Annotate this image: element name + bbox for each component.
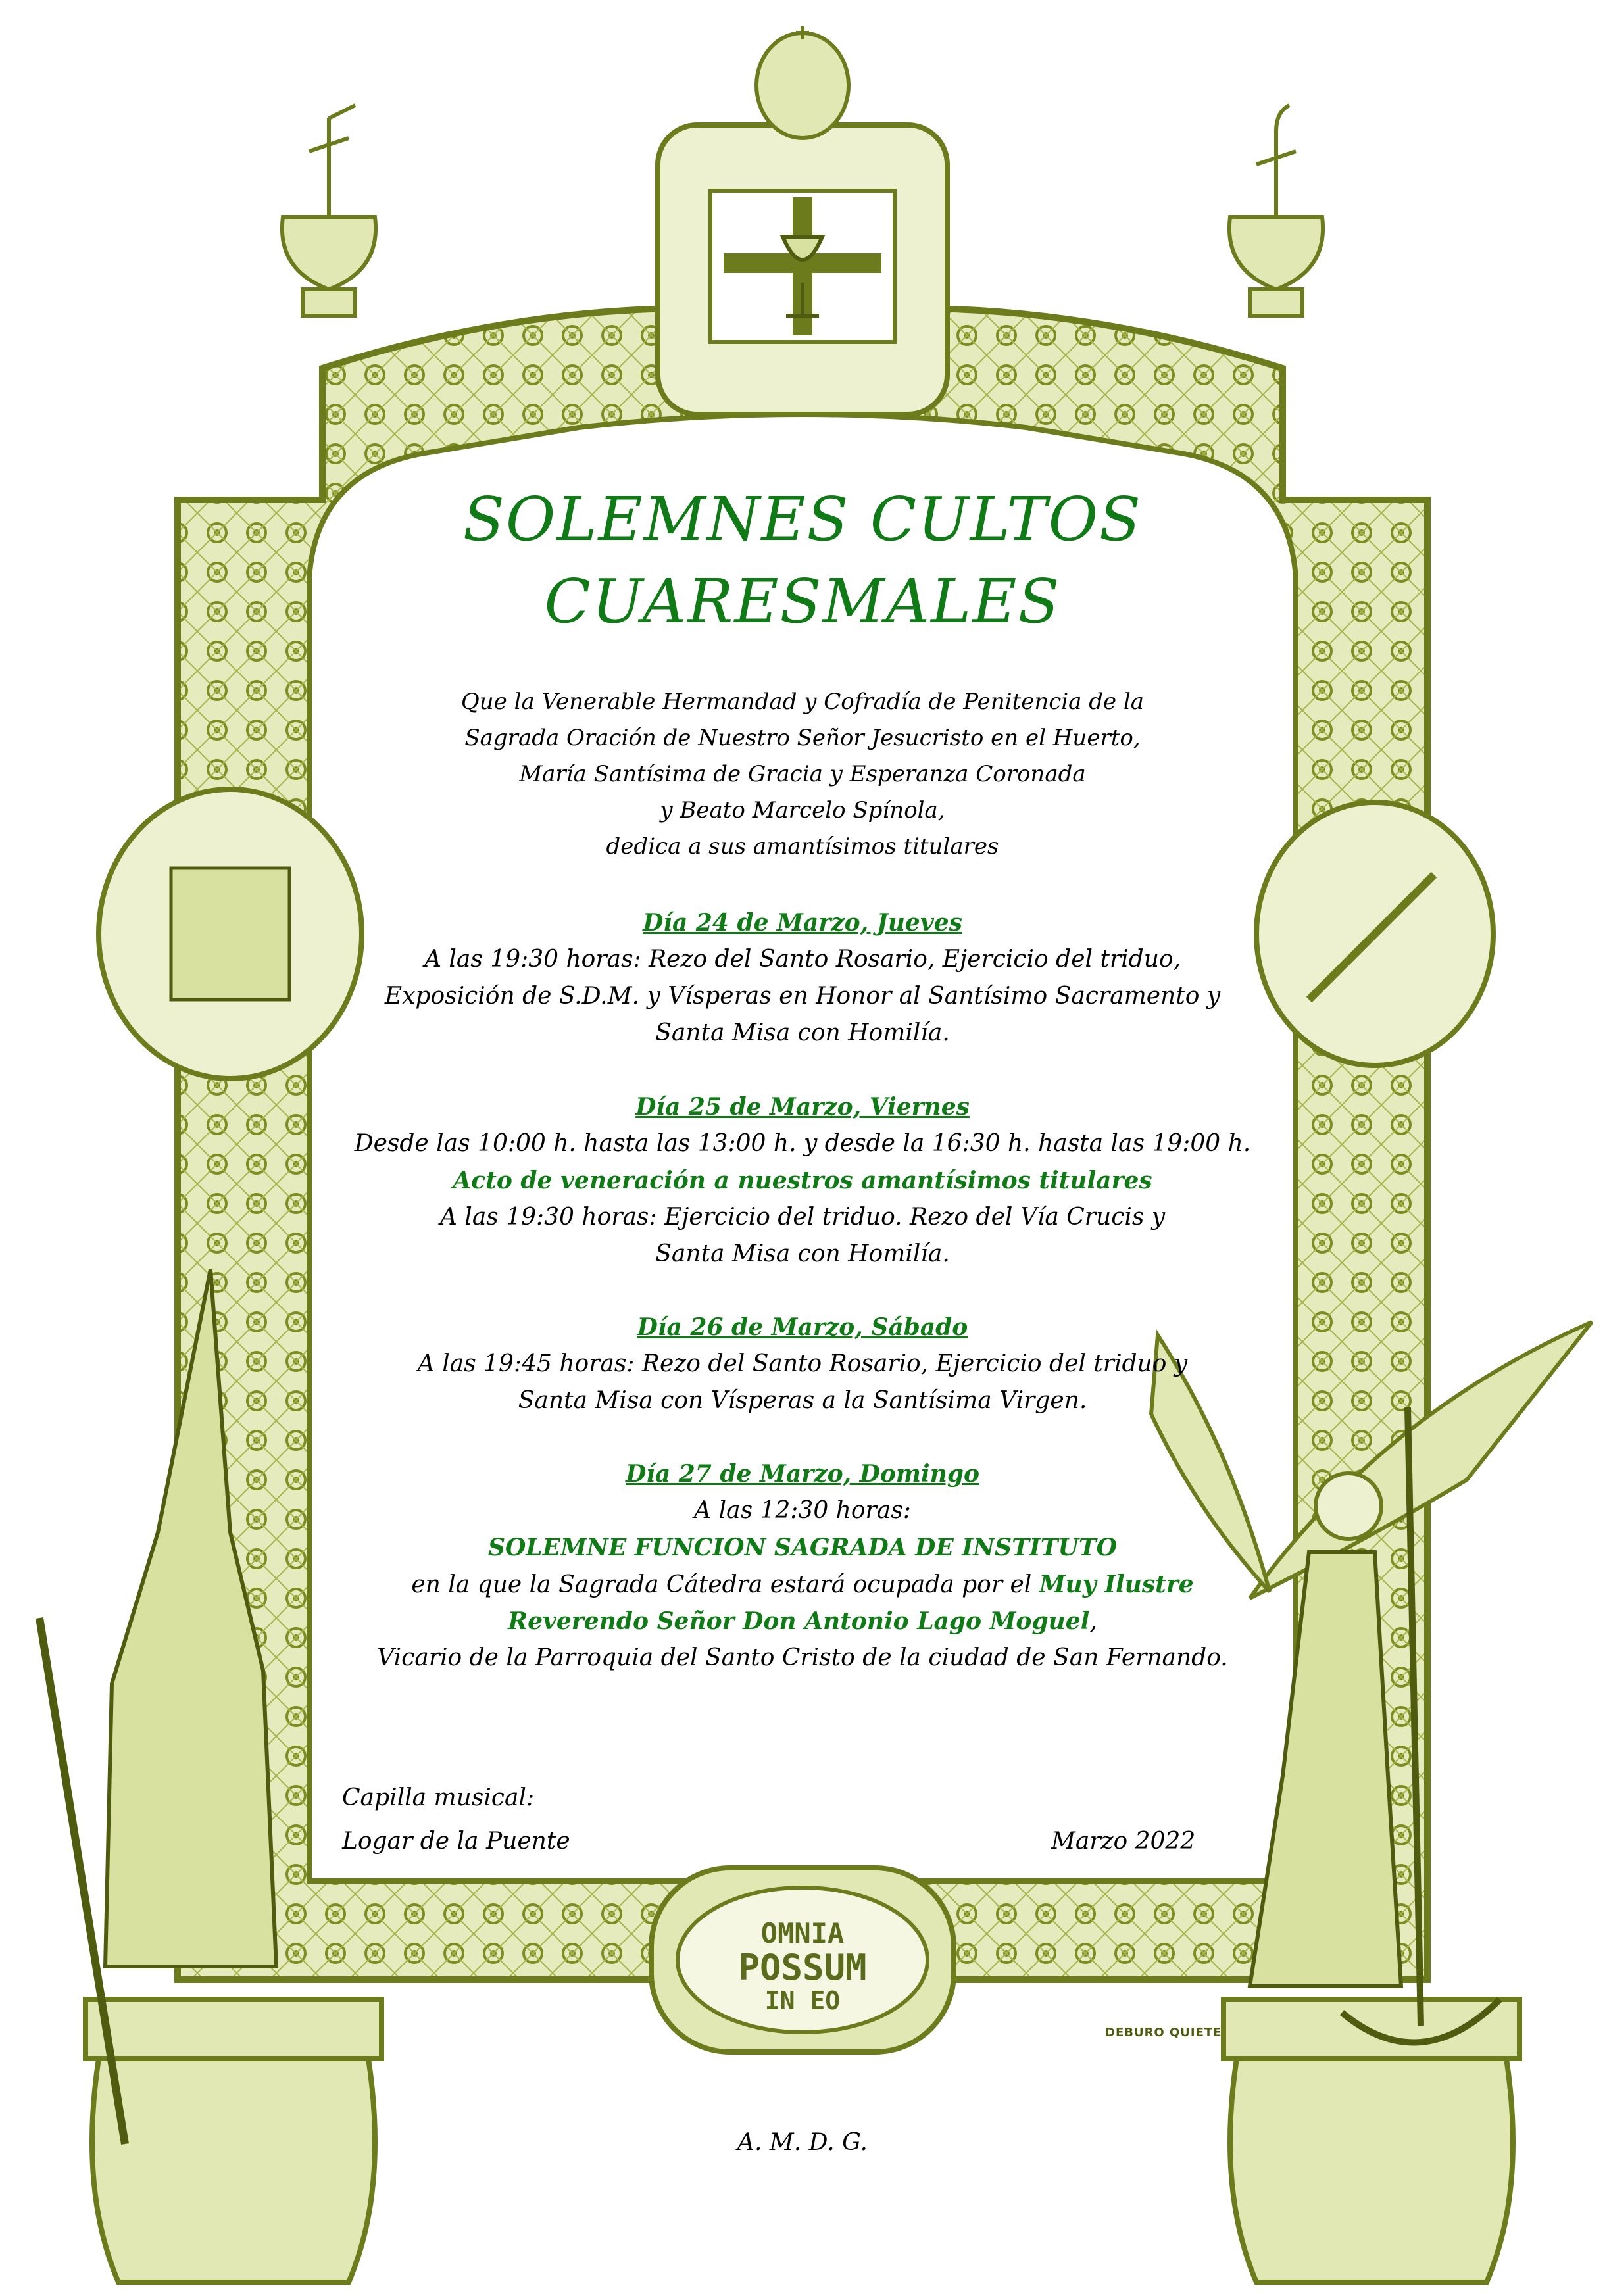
title-line-1: SOLEMNES CULTOS <box>462 484 1143 554</box>
day27-preacher-line-2 <box>309 1603 1296 1640</box>
day27-preacher-pre: en la que la Sagrada Cátedra estará ocupada por el <box>411 1571 1039 1598</box>
intro-line-2: Sagrada Oración de Nuestro Señor Jesucristo en el Huerto, <box>464 725 1141 751</box>
intro-line-3: María Santísima de Gracia y Esperanza Coronada <box>519 761 1086 787</box>
day27-heading: Día 27 de Marzo, Domingo <box>625 1460 979 1488</box>
day24-line-3: Santa Misa con Homilía. <box>655 1019 950 1046</box>
day25-line-3: Santa Misa con Homilía. <box>655 1240 950 1267</box>
day25-line-2: A las 19:30 horas: Ejercicio del triduo. Rezo del Vía Crucis y <box>439 1204 1166 1231</box>
day27-preacher-bold-2: Reverendo Señor Don Antonio Lago Moguel <box>508 1607 1090 1635</box>
title-line-2: CUARESMALES <box>544 566 1061 637</box>
motto-line-3: IN EO <box>764 1986 841 2015</box>
day24-heading: Día 24 de Marzo, Jueves <box>643 909 962 937</box>
day27-preacher-bold-1: Muy Ilustre <box>1039 1571 1194 1598</box>
intro-line-4: y Beato Marcelo Spínola, <box>660 797 945 823</box>
day24-line-1: A las 19:30 horas: Rezo del Santo Rosario, Ejercicio del triduo, <box>424 946 1181 973</box>
motto-line-2: POSSUM <box>738 1947 867 1988</box>
date: Marzo 2022 <box>1051 1828 1196 1855</box>
amdg: A. M. D. G. <box>737 2129 868 2156</box>
day27-time: A las 12:30 horas: <box>694 1497 911 1524</box>
music-name: Logar de la Puente <box>342 1828 570 1855</box>
day27-function: SOLEMNE FUNCION SAGRADA DE INSTITUTO <box>487 1534 1118 1561</box>
intro-line-5: dedica a sus amantísimos titulares <box>606 833 999 860</box>
music-label: Capilla musical: <box>342 1784 535 1811</box>
day26-heading: Día 26 de Marzo, Sábado <box>637 1313 968 1341</box>
day27-preacher-comma: , <box>1089 1608 1097 1635</box>
day25-heading: Día 25 de Marzo, Viernes <box>635 1093 970 1121</box>
motto-line-1: OMNIA <box>760 1917 845 1949</box>
day26-line-1: A las 19:45 horas: Rezo del Santo Rosario, Ejercicio del triduo y <box>417 1350 1188 1377</box>
day27-vicar: Vicario de la Parroquia del Santo Cristo de la ciudad de San Fernando. <box>377 1644 1228 1671</box>
intro-line-1: Que la Venerable Hermandad y Cofradía de Penitencia de la <box>460 689 1145 715</box>
day24-line-2: Exposición de S.D.M. y Vísperas en Honor al Santísimo Sacramento y <box>384 983 1221 1010</box>
day25-line-1: Desde las 10:00 h. hasta las 13:00 h. y desde la 16:30 h. hasta las 19:00 h. <box>354 1130 1251 1157</box>
day25-veneration: Acto de veneración a nuestros amantísimos titulares <box>453 1167 1152 1194</box>
artist-signature: DEBURO QUIETE <box>1105 2026 1222 2040</box>
day26-line-2: Santa Misa con Vísperas a la Santísima Virgen. <box>518 1387 1087 1414</box>
day27-preacher-line-1 <box>309 1566 1296 1603</box>
